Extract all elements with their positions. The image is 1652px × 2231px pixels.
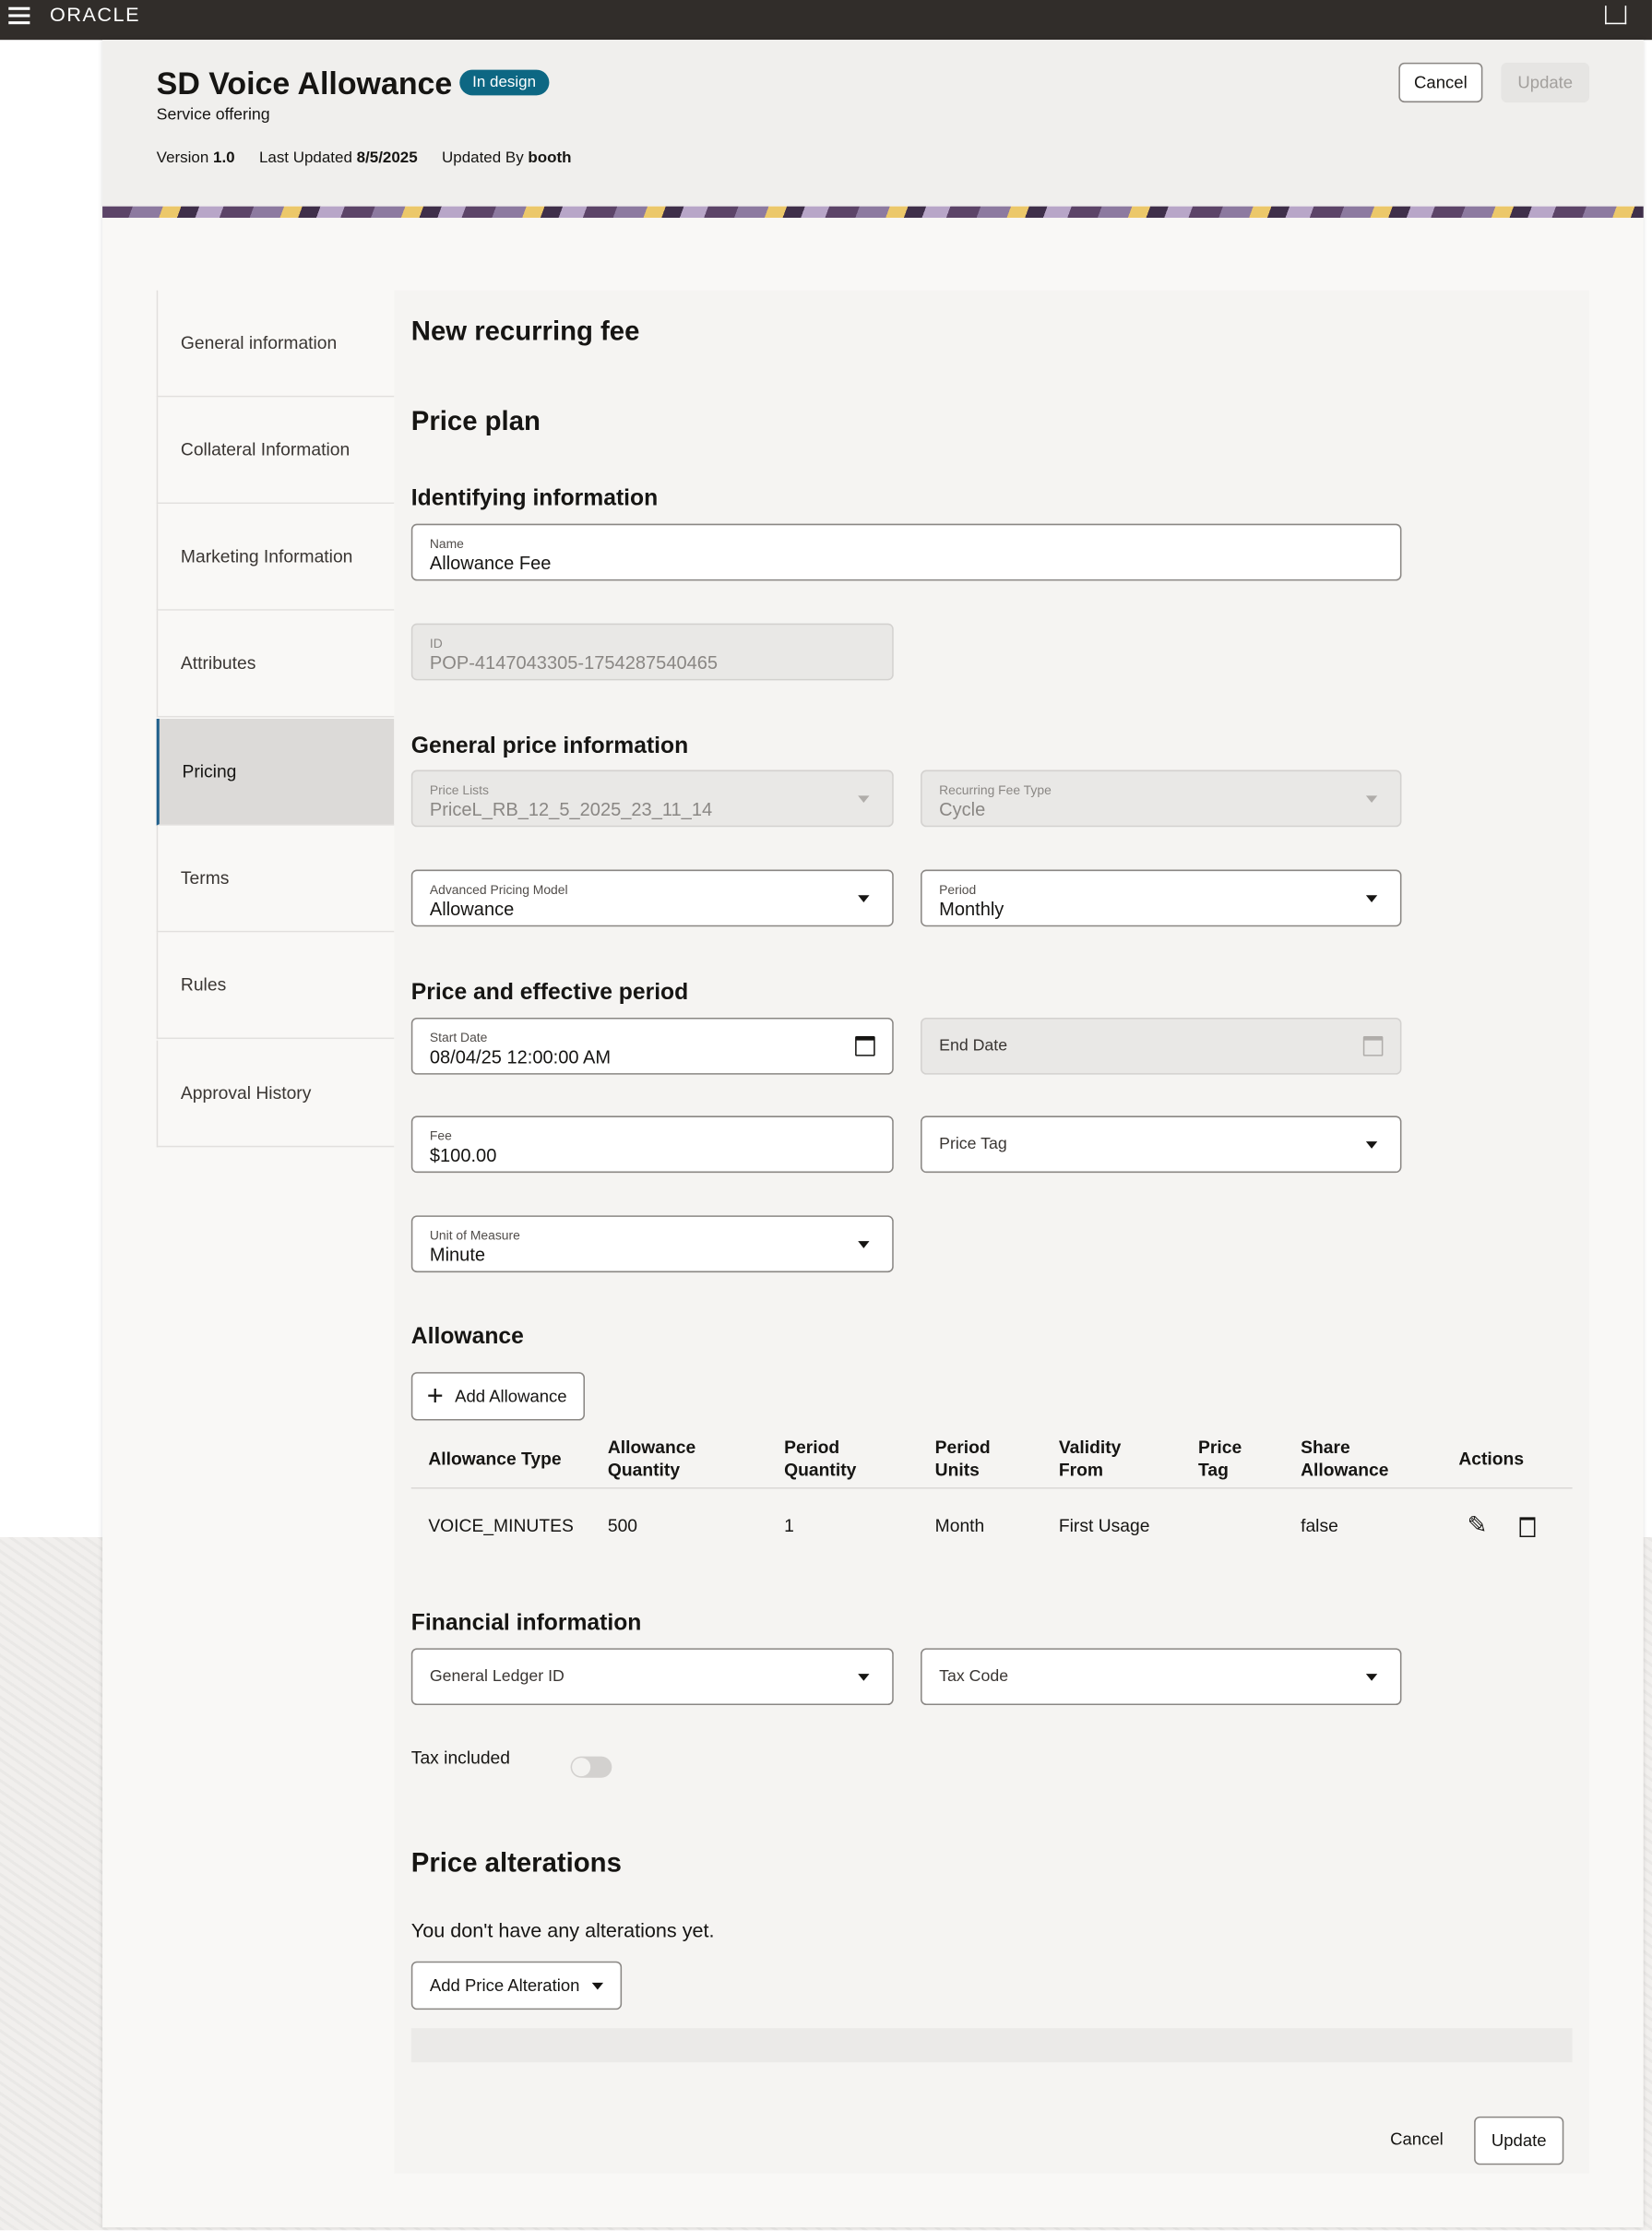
col-allowance-quantity: Allowance Quantity xyxy=(590,1430,767,1487)
hamburger-icon[interactable] xyxy=(8,7,30,25)
nav-general-information[interactable]: General information xyxy=(157,291,395,398)
nav-attributes[interactable]: Attributes xyxy=(157,611,395,718)
cell-period-units: Month xyxy=(934,1516,985,1536)
col-period-units: Period Units xyxy=(918,1430,1041,1487)
tax-code-select[interactable] xyxy=(921,1648,1401,1705)
edit-pencil-icon[interactable]: ✎ xyxy=(1467,1511,1488,1539)
add-allowance-button[interactable] xyxy=(411,1372,585,1420)
table-row xyxy=(411,1487,1573,1564)
version: 1.0 xyxy=(213,149,235,167)
chevron-down-icon xyxy=(858,795,869,803)
col-share-allowance: Share Allowance xyxy=(1284,1430,1442,1487)
chevron-down-icon xyxy=(1366,795,1377,803)
recurring-fee-type-select xyxy=(921,770,1401,828)
update-button[interactable]: Update xyxy=(1501,63,1589,102)
cell-actions xyxy=(1442,1487,1573,1564)
footer-cancel-button[interactable]: Cancel xyxy=(1390,2129,1444,2150)
chevron-down-icon xyxy=(1366,1674,1377,1681)
start-date-value: 08/04/25 12:00:00 AM xyxy=(429,1045,612,1068)
alterations-placeholder xyxy=(411,2028,1573,2062)
fee-type-label: Recurring Fee Type xyxy=(939,782,1052,797)
delete-trash-icon[interactable] xyxy=(1520,1517,1536,1537)
price-tag-select[interactable] xyxy=(921,1116,1401,1173)
tax-code-label: Tax Code xyxy=(939,1667,1009,1686)
col-actions: Actions xyxy=(1442,1430,1573,1487)
no-alterations-message: You don't have any alterations yet. xyxy=(410,1918,715,1942)
general-price-heading: General price information xyxy=(410,734,689,759)
status-badge: In design xyxy=(459,70,549,96)
oracle-logo: ORACLE xyxy=(49,3,141,26)
chevron-down-icon xyxy=(592,1983,603,1990)
price-lists-value: PriceL_RB_12_5_2025_23_11_14 xyxy=(429,798,713,820)
updated-by: booth xyxy=(528,149,572,167)
fee-value: $100.00 xyxy=(429,1144,497,1166)
effective-period-heading: Price and effective period xyxy=(410,980,689,1006)
cancel-button[interactable]: Cancel xyxy=(1398,63,1482,102)
nav-marketing-information[interactable]: Marketing Information xyxy=(157,504,395,611)
uom-label: Unit of Measure xyxy=(429,1228,520,1243)
col-validity-from: Validity From xyxy=(1041,1430,1181,1487)
cell-allowance-quantity: 500 xyxy=(607,1516,638,1536)
fee-label: Fee xyxy=(429,1128,452,1143)
footer-update-button[interactable]: Update xyxy=(1474,2117,1563,2165)
cell-period-quantity: 1 xyxy=(784,1516,794,1536)
add-price-alteration-label: Add Price Alteration xyxy=(429,1975,580,1996)
cell-allowance-type: VOICE_MINUTES xyxy=(428,1516,574,1536)
id-label: ID xyxy=(429,636,443,650)
uom-value: Minute xyxy=(429,1244,486,1266)
gl-label: General Ledger ID xyxy=(429,1667,565,1686)
decorative-banner xyxy=(102,207,1644,218)
period-label: Period xyxy=(939,882,977,897)
chevron-down-icon xyxy=(1366,895,1377,902)
general-ledger-select[interactable] xyxy=(411,1648,894,1705)
fee-field[interactable] xyxy=(411,1116,894,1173)
plus-icon: + xyxy=(426,1380,444,1413)
nav-approval-history[interactable]: Approval History xyxy=(157,1041,395,1148)
allowance-heading: Allowance xyxy=(410,1325,524,1350)
start-date-field[interactable] xyxy=(411,1018,894,1075)
page-title: SD Voice Allowance xyxy=(156,65,453,101)
calendar-icon[interactable] xyxy=(855,1036,875,1056)
chevron-down-icon xyxy=(858,1674,869,1681)
nav-rules[interactable]: Rules xyxy=(157,932,395,1039)
price-alterations-heading: Price alterations xyxy=(410,1848,622,1879)
table-header-row xyxy=(411,1430,1573,1487)
top-bar xyxy=(0,0,1652,40)
price-tag-label: Price Tag xyxy=(939,1135,1007,1153)
nav-pricing[interactable]: Pricing xyxy=(157,719,395,826)
price-lists-label: Price Lists xyxy=(429,782,489,797)
id-field xyxy=(411,624,894,681)
subtitle: Service offering xyxy=(156,106,270,125)
unit-of-measure-select[interactable] xyxy=(411,1215,894,1272)
page-header xyxy=(102,40,1644,206)
last-updated: 8/5/2025 xyxy=(356,149,418,167)
id-value: POP-4147043305-1754287540465 xyxy=(429,651,719,674)
cell-validity-from: First Usage xyxy=(1058,1516,1150,1536)
meta-info xyxy=(157,149,572,167)
chevron-down-icon xyxy=(1366,1141,1377,1149)
name-label: Name xyxy=(429,536,464,551)
updated-by-label: Updated By xyxy=(442,149,524,167)
cell-price-tag xyxy=(1182,1487,1284,1564)
add-allowance-label: Add Allowance xyxy=(455,1386,567,1407)
add-price-alteration-button[interactable] xyxy=(411,1962,622,2010)
price-plan-heading: Price plan xyxy=(410,407,541,437)
last-updated-label: Last Updated xyxy=(258,149,352,167)
calendar-icon xyxy=(1363,1036,1384,1056)
name-value: Allowance Fee xyxy=(429,552,552,574)
form-title: New recurring fee xyxy=(410,316,640,348)
allowance-table xyxy=(411,1430,1573,1564)
advanced-pricing-model-select[interactable] xyxy=(411,870,894,927)
apm-value: Allowance xyxy=(429,898,515,920)
start-date-label: Start Date xyxy=(429,1030,488,1045)
chevron-down-icon xyxy=(858,1241,869,1248)
period-value: Monthly xyxy=(939,898,1004,920)
end-date-field xyxy=(921,1018,1401,1075)
nav-terms[interactable]: Terms xyxy=(157,826,395,933)
financial-heading: Financial information xyxy=(410,1611,642,1636)
chevron-down-icon xyxy=(858,895,869,902)
fee-type-value: Cycle xyxy=(939,798,986,820)
name-field[interactable] xyxy=(411,524,1402,581)
cell-share-allowance: false xyxy=(1301,1516,1338,1536)
col-price-tag: Price Tag xyxy=(1182,1430,1284,1487)
home-icon[interactable] xyxy=(1605,6,1626,24)
end-date-label: End Date xyxy=(939,1037,1008,1056)
nav-collateral-information[interactable]: Collateral Information xyxy=(157,397,395,504)
version-label: Version xyxy=(156,149,209,167)
tax-included-label: Tax included xyxy=(410,1748,511,1768)
identifying-heading: Identifying information xyxy=(410,486,659,511)
tax-included-toggle[interactable] xyxy=(571,1757,612,1778)
apm-label: Advanced Pricing Model xyxy=(429,882,568,897)
period-select[interactable] xyxy=(921,870,1401,927)
price-lists-select xyxy=(411,770,894,828)
col-allowance-type: Allowance Type xyxy=(411,1430,591,1487)
col-period-quantity: Period Quantity xyxy=(767,1430,919,1487)
